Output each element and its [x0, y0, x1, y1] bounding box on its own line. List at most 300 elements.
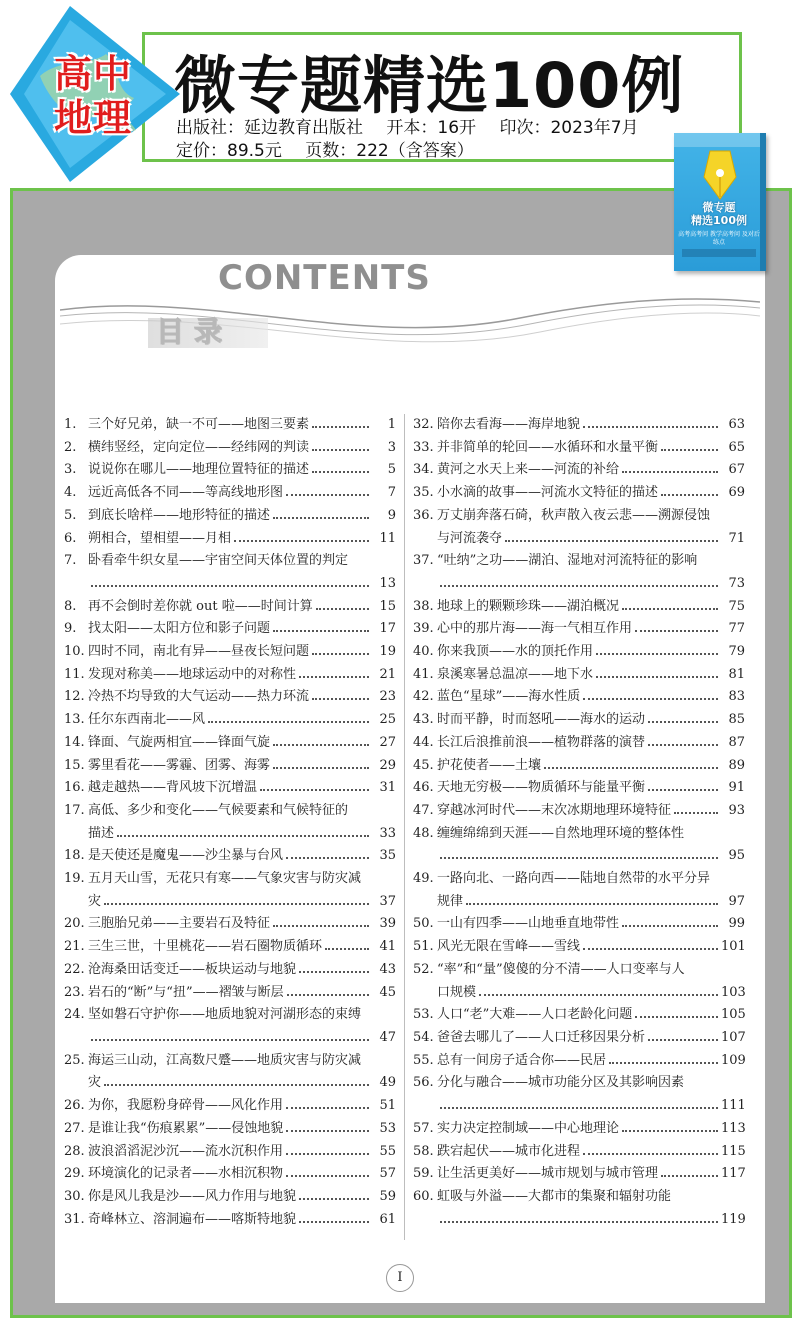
toc-entry-page: 3 — [387, 439, 396, 455]
toc-entry-number: 45. — [413, 757, 434, 773]
toc-entry-body — [437, 732, 745, 755]
toc-entry-body — [88, 913, 396, 936]
toc-entry-page: 21 — [379, 666, 396, 682]
toc-leader-dots — [648, 777, 718, 791]
toc-entry-title: 雾里看花——雾霾、团雾、海雾 — [88, 757, 271, 773]
toc-leader-dots — [583, 686, 718, 700]
toc-leader-dots — [312, 641, 369, 655]
toc-entry-number: 35. — [413, 485, 434, 501]
toc-entry-title: 沧海桑田话变迁——板块运动与地貌 — [88, 961, 297, 977]
toc-entry[interactable] — [64, 800, 396, 845]
toc-entry-title: 小水滴的故事——河流水文特征的描述 — [437, 485, 659, 501]
toc-entry[interactable] — [413, 800, 745, 823]
toc-leader-dots — [312, 437, 369, 451]
toc-entry-number: 36. — [413, 507, 434, 523]
toc-entry-body — [437, 709, 745, 732]
book-meta-row1 — [176, 113, 657, 138]
toc-entry[interactable] — [413, 1072, 745, 1117]
toc-entry-page: 69 — [728, 485, 745, 501]
toc-entry[interactable] — [64, 982, 396, 1005]
toc-entry-body — [88, 1118, 396, 1141]
toc-entry[interactable] — [64, 618, 396, 641]
toc-entry-body — [88, 1209, 396, 1232]
toc-entry-body — [437, 482, 745, 505]
toc-entry-number: 26. — [64, 1098, 85, 1114]
toc-entry-page: 19 — [379, 644, 396, 660]
toc-entry[interactable] — [413, 1186, 745, 1231]
toc-entry-title: 跌宕起伏——城市化进程 — [437, 1143, 581, 1159]
toc-entry-page: 49 — [379, 1075, 396, 1091]
toc-entry[interactable] — [64, 1209, 396, 1232]
toc-leader-dots — [596, 664, 718, 678]
toc-entry[interactable] — [413, 641, 745, 664]
toc-entry-number: 1. — [64, 417, 77, 432]
toc-entry-title: 为你，我愿粉身碎骨——风化作用 — [88, 1098, 284, 1114]
toc-entry-body — [437, 1118, 745, 1141]
toc-entry-title: 时而平静，时而怒吼——海水的运动 — [437, 712, 646, 728]
format: 开本：16开 — [386, 118, 477, 138]
toc-entry-page: 23 — [379, 689, 396, 705]
toc-entry-number: 16. — [64, 780, 85, 796]
toc-entry-body — [88, 437, 396, 460]
toc-entry-page: 47 — [379, 1029, 396, 1045]
toc-entry[interactable] — [64, 1050, 396, 1095]
toc-entry-page: 109 — [721, 1052, 746, 1068]
toc-leader-dots — [316, 596, 369, 610]
toc-entry[interactable] — [413, 596, 745, 619]
toc-entry-title: 是谁让我“伤痕累累”——侵蚀地貌 — [88, 1120, 284, 1136]
toc-entry-page: 27 — [379, 734, 396, 750]
toc-leader-dots — [299, 1209, 369, 1223]
toc-entry-title: 任尔东西南北——风 — [88, 712, 206, 728]
toc-entry[interactable] — [64, 1004, 396, 1049]
toc-entry[interactable] — [64, 1186, 396, 1209]
toc-entry-title: 灾 — [88, 1075, 102, 1091]
toc-entry-page: 9 — [387, 507, 396, 523]
toc-entry[interactable] — [413, 1027, 745, 1050]
toc-leader-dots — [286, 1095, 369, 1109]
toc-entry[interactable] — [64, 732, 396, 755]
toc-leader-dots — [661, 1163, 718, 1177]
toc-entry-body — [437, 936, 745, 959]
toc-entry-number: 30. — [64, 1188, 85, 1204]
toc-entry-number: 6. — [64, 530, 77, 546]
toc-entry[interactable] — [413, 823, 745, 868]
toc-leader-dots — [299, 959, 369, 973]
toc-entry-number: 20. — [64, 916, 85, 932]
toc-entry-number: 10. — [64, 644, 85, 660]
toc-entry[interactable] — [413, 1118, 745, 1141]
toc-entry-body — [88, 1141, 396, 1164]
toc-entry-page: 43 — [379, 961, 396, 977]
toc-entry-title: 天地无穷极——物质循环与能量平衡 — [437, 780, 646, 796]
toc-leader-dots — [286, 1141, 369, 1155]
book-title: 微专题精选100例 — [174, 49, 685, 122]
toc-entry[interactable] — [64, 686, 396, 709]
toc-entry[interactable] — [64, 596, 396, 619]
toc-leader-dots — [622, 1118, 718, 1132]
toc-leader-dots — [505, 528, 718, 542]
toc-entry-page: 67 — [728, 462, 745, 478]
toc-entry-number: 27. — [64, 1120, 85, 1136]
toc-entry-body — [88, 868, 396, 913]
toc-leader-dots — [440, 845, 718, 859]
toc-entry-body — [88, 459, 396, 482]
toc-entry-page: 79 — [728, 644, 745, 660]
toc-entry-title: 波浪滔滔泥沙沉——流水沉积作用 — [88, 1143, 284, 1159]
toc-entry-title: 高低、多少和变化——气候要素和气候特征的 — [88, 802, 349, 818]
toc-entry-page: 111 — [721, 1098, 746, 1114]
toc-leader-dots — [299, 1186, 369, 1200]
toc-entry-number: 38. — [413, 598, 434, 614]
toc-entry-page: 63 — [728, 417, 745, 432]
toc-entry-body — [437, 437, 745, 460]
toc-entry-title: 与河流袭夺 — [437, 530, 503, 546]
toc-entry-page: 7 — [387, 485, 396, 501]
toc-entry-number: 53. — [413, 1007, 434, 1023]
toc-leader-dots — [648, 1027, 718, 1041]
toc-entry-body — [437, 777, 745, 800]
toc-entry-body — [437, 1027, 745, 1050]
toc-entry-number: 19. — [64, 871, 85, 887]
toc-entry-number: 31. — [64, 1211, 85, 1227]
toc-entry-title: 再不会倒时差你就 out 啦——时间计算 — [88, 598, 313, 614]
toc-entry[interactable] — [64, 959, 396, 982]
toc-entry-number: 43. — [413, 712, 434, 728]
toc-entry-body — [437, 913, 745, 936]
toc-entry[interactable] — [413, 936, 745, 959]
toc-leader-dots — [583, 1141, 718, 1155]
toc-entry[interactable] — [64, 868, 396, 913]
toc-entry-number: 42. — [413, 689, 434, 705]
toc-entry-page: 71 — [728, 530, 745, 546]
toc-entry-body — [437, 1072, 745, 1117]
toc-entry-number: 47. — [413, 802, 434, 818]
toc-entry[interactable] — [64, 755, 396, 778]
toc-leader-dots — [479, 982, 718, 996]
toc-entry-page: 53 — [379, 1120, 396, 1136]
toc-entry-body — [88, 1163, 396, 1186]
toc-entry[interactable] — [64, 459, 396, 482]
toc-entry[interactable] — [413, 868, 745, 913]
toc-entry-title: 万丈崩奔落石碕，秋声散入夜云悲——溯源侵蚀 — [437, 507, 711, 523]
toc-entry[interactable] — [64, 709, 396, 732]
toc-entry[interactable] — [413, 732, 745, 755]
toc-entry-number: 17. — [64, 802, 85, 818]
toc-leader-dots — [622, 459, 718, 473]
toc-entry-body — [437, 1163, 745, 1186]
toc-entry[interactable] — [64, 777, 396, 800]
toc-entry-title: 坚如磐石守护你——地质地貌对河湖形态的束缚 — [88, 1007, 362, 1023]
toc-entry-title: 环境演化的记录者——水相沉积物 — [88, 1166, 284, 1182]
toc-entry-body — [88, 686, 396, 709]
toc-entry[interactable] — [413, 414, 745, 437]
toc-entry-body — [437, 618, 745, 641]
toc-entry[interactable] — [64, 414, 396, 437]
toc-entry-number: 41. — [413, 666, 434, 682]
toc-entry-page: 13 — [379, 575, 396, 591]
toc-leader-dots — [260, 777, 369, 791]
toc-entry-title: 四时不同，南北有异——昼夜长短问题 — [88, 644, 310, 660]
toc-entry-page: 45 — [379, 984, 396, 1000]
toc-entry-body — [88, 982, 396, 1005]
toc-entry[interactable] — [413, 1050, 745, 1073]
toc-entry-title: 心中的那片海——海一气相互作用 — [437, 621, 633, 637]
toc-entry-body — [88, 414, 396, 437]
toc-entry-page: 29 — [379, 757, 396, 773]
toc-entry[interactable] — [64, 437, 396, 460]
toc-entry-page: 11 — [379, 530, 396, 546]
toc-entry-body — [437, 596, 745, 619]
toc-leader-dots — [648, 732, 718, 746]
toc-entry[interactable] — [413, 505, 745, 550]
toc-entry-page: 39 — [379, 916, 396, 932]
toc-entry-number: 49. — [413, 871, 434, 887]
toc-entry-title: “吐纳”之功——湖泊、湿地对河流特征的影响 — [437, 553, 698, 569]
toc-entry-page: 105 — [721, 1007, 746, 1023]
toc-leader-dots — [544, 755, 718, 769]
toc-entry-title: 规律 — [437, 893, 464, 909]
toc-entry-number: 29. — [64, 1166, 85, 1182]
toc-entry-title: 蓝色“星球”——海水性质 — [437, 689, 581, 705]
toc-entry-body — [88, 596, 396, 619]
toc-entry-number: 2. — [64, 439, 77, 455]
toc-entry-body — [88, 1095, 396, 1118]
toc-leader-dots — [287, 982, 369, 996]
toc-leader-dots — [286, 1163, 369, 1177]
toc-entry-body — [437, 1141, 745, 1164]
toc-entry-body — [88, 777, 396, 800]
toc-entry-title: 虹吸与外溢——大都市的集聚和辐射功能 — [437, 1188, 672, 1204]
toc-entry-body — [88, 550, 396, 595]
toc-entry-number: 15. — [64, 757, 85, 773]
toc-entry[interactable] — [64, 550, 396, 595]
toc-entry-number: 44. — [413, 734, 434, 750]
toc-entry-number: 5. — [64, 507, 77, 523]
badge-subject-line2: 地理 — [54, 96, 133, 140]
toc-entry-page: 77 — [728, 621, 745, 637]
toc-entry-page: 99 — [728, 916, 745, 932]
toc-entry[interactable] — [64, 528, 396, 551]
toc-entry-page: 83 — [728, 689, 745, 705]
toc-entry[interactable] — [413, 1004, 745, 1027]
toc-entry[interactable] — [64, 1118, 396, 1141]
toc-entry-title: 分化与融合——城市功能分区及其影响因素 — [437, 1075, 685, 1091]
toc-entry[interactable] — [413, 550, 745, 595]
toc-leader-dots — [635, 618, 718, 632]
toc-entry-number: 18. — [64, 848, 85, 864]
toc-entry-page: 31 — [379, 780, 396, 796]
toc-leader-dots — [273, 618, 369, 632]
toc-right-column — [413, 414, 745, 1231]
toc-entry-title: 越走越热——背风坡下沉增温 — [88, 780, 258, 796]
toc-entry-number: 37. — [413, 553, 434, 569]
toc-entry-title: 灾 — [88, 893, 102, 909]
toc-entry-page: 81 — [728, 666, 745, 682]
toc-entry-title: 岩石的“断”与“扭”——褶皱与断层 — [88, 984, 284, 1000]
toc-entry-number: 52. — [413, 961, 434, 977]
toc-entry[interactable] — [64, 1141, 396, 1164]
toc-entry-body — [88, 528, 396, 551]
toc-entry-title: 一山有四季——山地垂直地带性 — [437, 916, 620, 932]
toc-leader-dots — [466, 891, 718, 905]
toc-entry[interactable] — [413, 755, 745, 778]
toc-entry-body — [88, 936, 396, 959]
toc-entry-title: 锋面、气旋两相宜——锋面气旋 — [88, 734, 271, 750]
toc-entry-body — [437, 868, 745, 913]
toc-leader-dots — [273, 755, 369, 769]
toc-entry-body — [88, 1186, 396, 1209]
toc-leader-dots — [104, 1072, 369, 1086]
toc-leader-dots — [325, 936, 369, 950]
book-cover-title: 微专题 精选100例 — [691, 201, 747, 227]
toc-entry-number: 3. — [64, 462, 77, 478]
toc-entry-body — [437, 459, 745, 482]
toc-entry-page: 87 — [728, 734, 745, 750]
toc-entry-page: 119 — [721, 1211, 746, 1227]
toc-entry-title: 横纬竖经，定向定位——经纬网的判读 — [88, 439, 310, 455]
toc-entry-number: 8. — [64, 598, 77, 614]
book-cover-image — [674, 133, 766, 271]
toc-entry[interactable] — [413, 709, 745, 732]
toc-entry-page: 25 — [379, 712, 396, 728]
toc-entry[interactable] — [413, 482, 745, 505]
toc-entry-title: 卧看牵牛织女星——宇宙空间天体位置的判定 — [88, 553, 349, 569]
toc-entry[interactable] — [413, 1141, 745, 1164]
toc-entry-title: 你是风儿我是沙——风力作用与地貌 — [88, 1188, 297, 1204]
toc-leader-dots — [622, 913, 718, 927]
toc-entry[interactable] — [413, 664, 745, 687]
toc-entry-title: 三胞胎兄弟——主要岩石及特征 — [88, 916, 271, 932]
toc-entry-title: 穿越冰河时代——末次冰期地理环境特征 — [437, 802, 672, 818]
toc-entry-page: 51 — [379, 1098, 396, 1114]
toc-entry-body — [437, 641, 745, 664]
toc-entry-title: 找太阳——太阳方位和影子问题 — [88, 621, 271, 637]
toc-entry[interactable] — [64, 845, 396, 868]
toc-entry[interactable] — [64, 913, 396, 936]
toc-entry-body — [88, 482, 396, 505]
toc-entry-title: 海运三山动，江高数尺蹙——地质灾害与防灾减 — [88, 1052, 362, 1068]
toc-entry-page: 5 — [387, 462, 396, 478]
toc-entry-number: 24. — [64, 1007, 85, 1023]
toc-entry-number: 39. — [413, 621, 434, 637]
toc-entry-title: 三个好兄弟，缺一不可——地图三要素 — [88, 417, 310, 432]
toc-entry[interactable] — [64, 641, 396, 664]
toc-entry-number: 7. — [64, 553, 77, 569]
toc-entry-body — [88, 664, 396, 687]
toc-entry-page: 1 — [387, 417, 396, 432]
toc-entry-number: 12. — [64, 689, 85, 705]
toc-entry-page: 107 — [721, 1029, 746, 1045]
toc-leader-dots — [596, 641, 718, 655]
toc-leader-dots — [440, 1209, 718, 1223]
toc-entry-title: 黄河之水天上来——河流的补给 — [437, 462, 620, 478]
toc-entry-page: 55 — [379, 1143, 396, 1159]
toc-leader-dots — [273, 732, 369, 746]
toc-entry[interactable] — [413, 437, 745, 460]
toc-entry-title: 地球上的颗颗珍珠——湖泊概况 — [437, 598, 620, 614]
toc-entry[interactable] — [64, 505, 396, 528]
toc-entry-title: 五月天山雪，无花只有寒——气象灾害与防灾减 — [88, 871, 362, 887]
toc-leader-dots — [583, 414, 718, 428]
toc-entry-body — [437, 800, 745, 823]
toc-entry-number: 28. — [64, 1143, 85, 1159]
toc-entry-number: 55. — [413, 1052, 434, 1068]
toc-entry[interactable] — [64, 1095, 396, 1118]
toc-entry[interactable] — [64, 936, 396, 959]
toc-entry-number: 60. — [413, 1188, 434, 1204]
toc-entry-number: 25. — [64, 1052, 85, 1068]
toc-leader-dots — [661, 437, 718, 451]
toc-entry-number: 56. — [413, 1075, 434, 1091]
toc-entry-title: 让生活更美好——城市规划与城市管理 — [437, 1166, 659, 1182]
toc-entry[interactable] — [413, 459, 745, 482]
toc-entry-page: 89 — [728, 757, 745, 773]
toc-entry-title: 三生三世，十里桃花——岩石圈物质循环 — [88, 939, 323, 955]
toc-entry[interactable] — [413, 913, 745, 936]
toc-entry-title: 到底长啥样——地形特征的描述 — [88, 507, 271, 523]
toc-entry-title: 风光无限在雪峰——雪线 — [437, 939, 581, 955]
toc-entry[interactable] — [64, 664, 396, 687]
toc-entry-page: 85 — [728, 712, 745, 728]
toc-entry[interactable] — [413, 777, 745, 800]
toc-leader-dots — [635, 1004, 718, 1018]
book-meta-row2 — [176, 136, 492, 161]
toc-entry-page: 101 — [721, 939, 746, 955]
toc-entry-page: 35 — [379, 848, 396, 864]
toc-entry[interactable] — [64, 482, 396, 505]
toc-entry-title: 并非简单的轮回——水循环和水量平衡 — [437, 439, 659, 455]
toc-entry-title: 是天使还是魔鬼——沙尘暴与台风 — [88, 848, 284, 864]
toc-entry-page: 33 — [379, 825, 396, 841]
toc-entry-title: 你来我顶——水的顶托作用 — [437, 644, 594, 660]
toc-entry[interactable] — [413, 959, 745, 1004]
toc-entry-title: 冷热不均导致的大气运动——热力环流 — [88, 689, 310, 705]
toc-entry-page: 65 — [728, 439, 745, 455]
toc-entry-title: 爸爸去哪儿了——人口迁移因果分析 — [437, 1029, 646, 1045]
toc-leader-dots — [440, 1095, 718, 1109]
toc-entry-body — [437, 414, 745, 437]
toc-entry-title: 远近高低各不同——等高线地形图 — [88, 485, 284, 501]
toc-entry-title: “率”和“量”傻傻的分不清——人口变率与人 — [437, 961, 685, 977]
toc-entry-page: 115 — [721, 1143, 746, 1159]
toc-entry[interactable] — [64, 1163, 396, 1186]
toc-leader-dots — [312, 686, 369, 700]
toc-leader-dots — [312, 459, 369, 473]
toc-entry-body — [88, 1004, 396, 1049]
toc-entry-number: 50. — [413, 916, 434, 932]
column-divider — [404, 414, 405, 1240]
toc-entry-page: 97 — [728, 893, 745, 909]
toc-leader-dots — [312, 414, 369, 428]
toc-entry[interactable] — [413, 1163, 745, 1186]
toc-entry[interactable] — [413, 618, 745, 641]
toc-entry-number: 59. — [413, 1166, 434, 1182]
printing-date: 印次：2023年7月 — [499, 118, 639, 138]
toc-leader-dots — [622, 596, 718, 610]
toc-entry-title: 缠缠绵绵到天涯——自然地理环境的整体性 — [437, 825, 685, 841]
toc-entry-page: 75 — [728, 598, 745, 614]
toc-entry-page: 113 — [721, 1120, 746, 1136]
toc-entry-title: 朔相合，望相望——月相 — [88, 530, 232, 546]
toc-entry-page: 41 — [379, 939, 396, 955]
toc-entry-number: 4. — [64, 485, 77, 501]
toc-entry-page: 93 — [728, 802, 745, 818]
toc-leader-dots — [286, 1118, 369, 1132]
toc-entry[interactable] — [413, 686, 745, 709]
toc-entry-body — [88, 845, 396, 868]
badge-subject-line1: 高中 — [54, 52, 133, 96]
